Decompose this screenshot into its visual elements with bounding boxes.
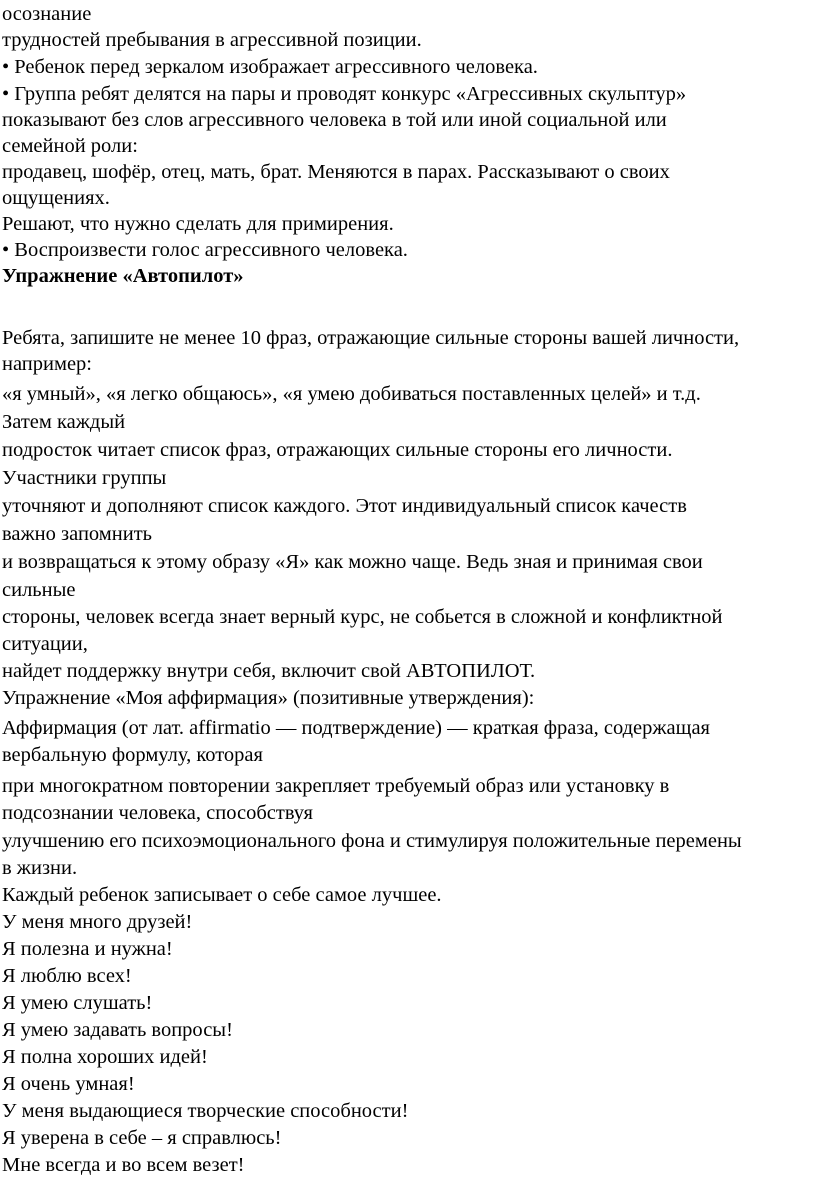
text-line: Участники группы xyxy=(2,467,167,489)
affirmation-item: Я умею задавать вопросы! xyxy=(2,1019,233,1041)
text-line: семейной роли: xyxy=(2,135,138,157)
text-line: в жизни. xyxy=(2,857,78,879)
text-line: сильные xyxy=(2,579,76,601)
text-line: «я умный», «я легко общаюсь», «я умею добиваться поставленных целей» и т.д. xyxy=(2,383,701,405)
text-line: при многократном повторении закрепляет требуемый образ или установку в xyxy=(2,775,670,797)
affirmation-item: Я очень умная! xyxy=(2,1073,135,1095)
text-line: стороны, человек всегда знает верный курс, не собьется в сложной и конфликтной xyxy=(2,606,723,628)
text-line: например: xyxy=(2,353,93,375)
text-line: уточняют и дополняют список каждого. Этот индивидуальный список качеств xyxy=(2,495,687,517)
bullet-item: • Воспроизвести голос агрессивного человека. xyxy=(2,239,408,261)
text-line: продавец, шофёр, отец, мать, брат. Меняются в парах. Рассказывают о своих xyxy=(2,161,670,183)
text-line: трудностей пребывания в агрессивной позиции. xyxy=(2,29,422,51)
text-line: ситуации, xyxy=(2,633,88,655)
text-line: и возвращаться к этому образу «Я» как можно чаще. Ведь зная и принимая свои xyxy=(2,551,703,573)
text-line: Решают, что нужно сделать для примирения. xyxy=(2,213,394,235)
text-line: осознание xyxy=(2,3,92,25)
affirmation-item: Я полна хороших идей! xyxy=(2,1046,208,1068)
affirmation-item: У меня выдающиеся творческие способности! xyxy=(2,1100,409,1122)
affirmation-item: Я уверена в себе – я справлюсь! xyxy=(2,1127,282,1149)
section-heading: Упражнение «Автопилот» xyxy=(2,265,244,287)
text-line: важно запомнить xyxy=(2,523,152,545)
affirmation-item: Я люблю всех! xyxy=(2,965,132,987)
text-line: вербальную формулу, которая xyxy=(2,744,263,766)
affirmation-item: У меня много друзей! xyxy=(2,911,193,933)
text-line: подсознании человека, способствуя xyxy=(2,802,313,824)
text-line: найдет поддержку внутри себя, включит свой АВТОПИЛОТ. xyxy=(2,660,536,682)
text-line: Затем каждый xyxy=(2,411,126,433)
text-line: улучшению его психоэмоционального фона и стимулируя положительные перемены xyxy=(2,830,742,852)
text-line: Упражнение «Моя аффирмация» (позитивные утверждения): xyxy=(2,687,535,709)
affirmation-item: Мне всегда и во всем везет! xyxy=(2,1154,245,1176)
text-line: Ребята, запишите не менее 10 фраз, отражающие сильные стороны вашей личности, xyxy=(2,327,740,349)
text-line: ощущениях. xyxy=(2,187,110,209)
affirmation-item: Я умею слушать! xyxy=(2,992,153,1014)
text-line: показывают без слов агрессивного человека в той или иной социальной или xyxy=(2,109,667,131)
bullet-item: • Ребенок перед зеркалом изображает агрессивного человека. xyxy=(2,56,538,78)
text-line: подросток читает список фраз, отражающих сильные стороны его личности. xyxy=(2,439,673,461)
bullet-item: • Группа ребят делятся на пары и проводят конкурс «Агрессивных скульптур» xyxy=(2,83,687,105)
text-line: Каждый ребенок записывает о себе самое лучшее. xyxy=(2,884,442,906)
text-line: Аффирмация (от лат. affirmatio — подтверждение) — краткая фраза, содержащая xyxy=(2,717,710,739)
affirmation-item: Я полезна и нужна! xyxy=(2,938,173,960)
